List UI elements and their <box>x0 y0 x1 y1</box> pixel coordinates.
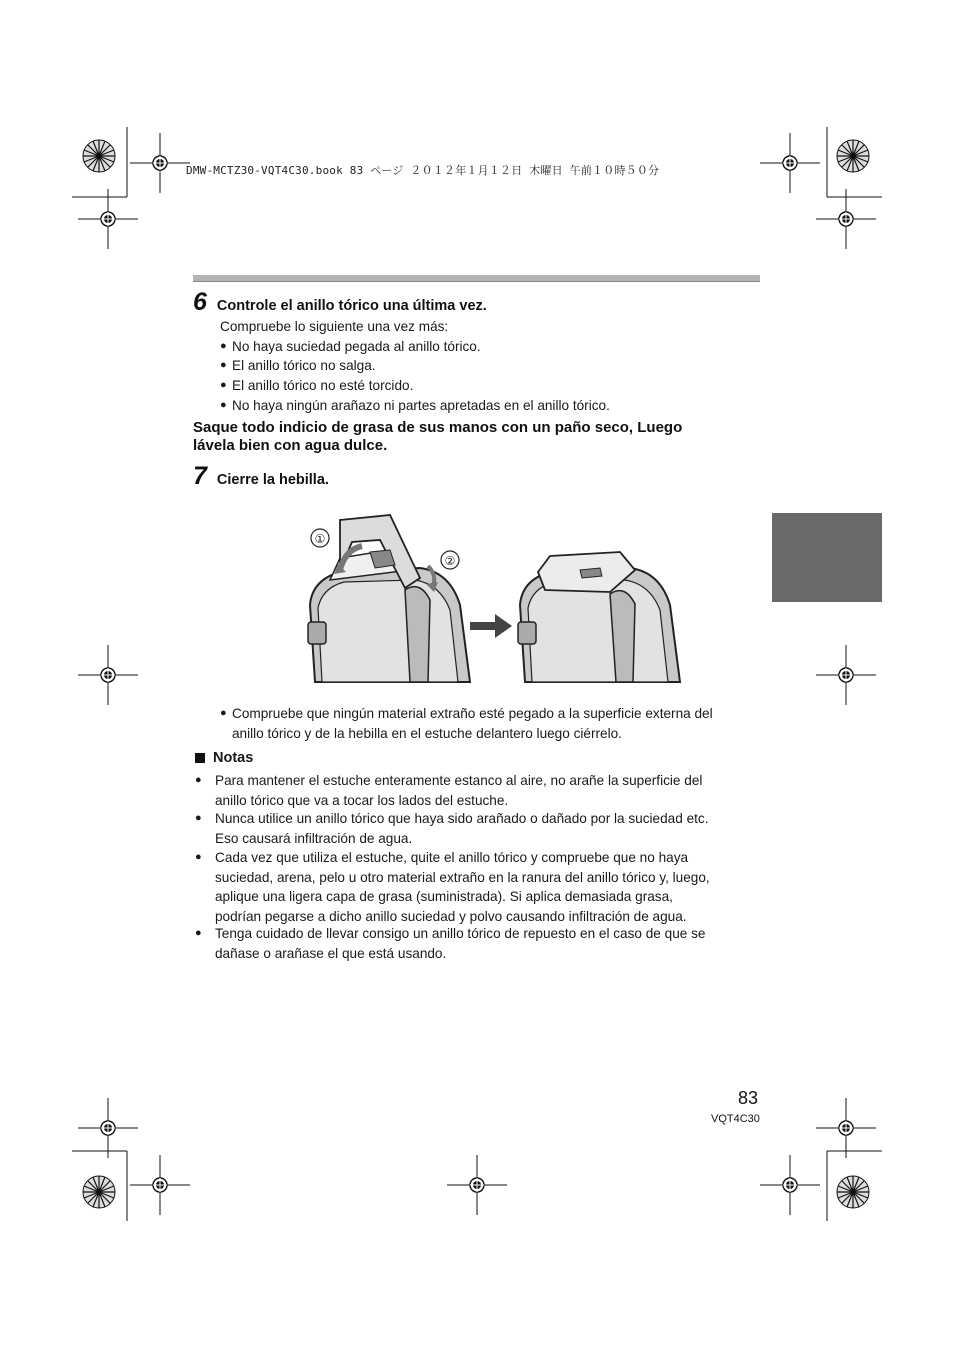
list-item: ● El anillo tórico no esté torcido. <box>220 377 414 393</box>
label-step-2: ② <box>444 554 456 568</box>
list-item: ● El anillo tórico no salga. <box>220 358 376 373</box>
note-item: ● Tenga cuidado de llevar consigo un anillo tórico de repuesto en el caso de que se dañase o arañase el que está usando. <box>195 926 706 961</box>
step-7-check <box>220 704 765 743</box>
list-item: ● No haya ningún arañazo ni partes apretadas en el anillo tórico. <box>220 398 610 413</box>
chapter-side-tab <box>772 513 882 602</box>
list-item: ● No haya suciedad pegada al anillo tórico. <box>220 338 481 354</box>
step-7-number: 7 <box>193 462 207 490</box>
step-6-heading <box>193 288 487 317</box>
notes-heading: Notas <box>195 750 253 766</box>
step-6-number: 6 <box>193 288 207 316</box>
print-file-header: DMW-MCTZ30-VQT4C30.book 83 ページ ２０１２年１月１２日 木曜日 午前１０時５０分 <box>186 164 660 177</box>
note-item: ● Cada vez que utiliza el estuche, quite el anillo tórico y compruebe que no haya suciedad, arena, pelo u otro material extraño en la ranura del anillo tórico y, luego, aplique una ligera capa de grasa (suministrada). Si aplica demasiada grasa, podrían pegarse a dicho anillo suciedad y polvo causando infiltración de agua. <box>195 850 710 924</box>
note-item: ● Para mantener el estuche enteramente estanco al aire, no arañe la superficie del anillo tórico que va a tocar los lados del estuche. <box>195 773 703 808</box>
step-6-intro: Compruebe lo siguiente una vez más: <box>220 319 449 334</box>
step-6-title: Controle el anillo tórico una última vez. <box>216 298 487 314</box>
step-7-title: Cierre la hebilla. <box>216 472 329 488</box>
section-rule <box>193 275 760 282</box>
buckle-closing-illustration <box>300 510 690 685</box>
list-item: ● Compruebe que ningún material extraño esté pegado a la superficie externa del anillo tórico y de la hebilla en el estuche delantero luego ciérrelo. <box>220 706 713 741</box>
label-step-1: ① <box>314 532 326 546</box>
grease-warning: Saque todo indicio de grasa de sus manos con un paño seco, Luego lávela bien con agua dulce. <box>193 419 683 454</box>
note-item: ● Nunca utilice un anillo tórico que haya sido arañado o dañado por la suciedad etc. Eso causará infiltración de agua. <box>195 811 709 846</box>
model-code: VQT4C30 <box>711 1113 760 1125</box>
page-number: 83 <box>738 1088 759 1108</box>
step-7-heading <box>193 462 329 491</box>
step-6-body <box>220 317 760 416</box>
square-bullet-icon <box>195 753 205 763</box>
